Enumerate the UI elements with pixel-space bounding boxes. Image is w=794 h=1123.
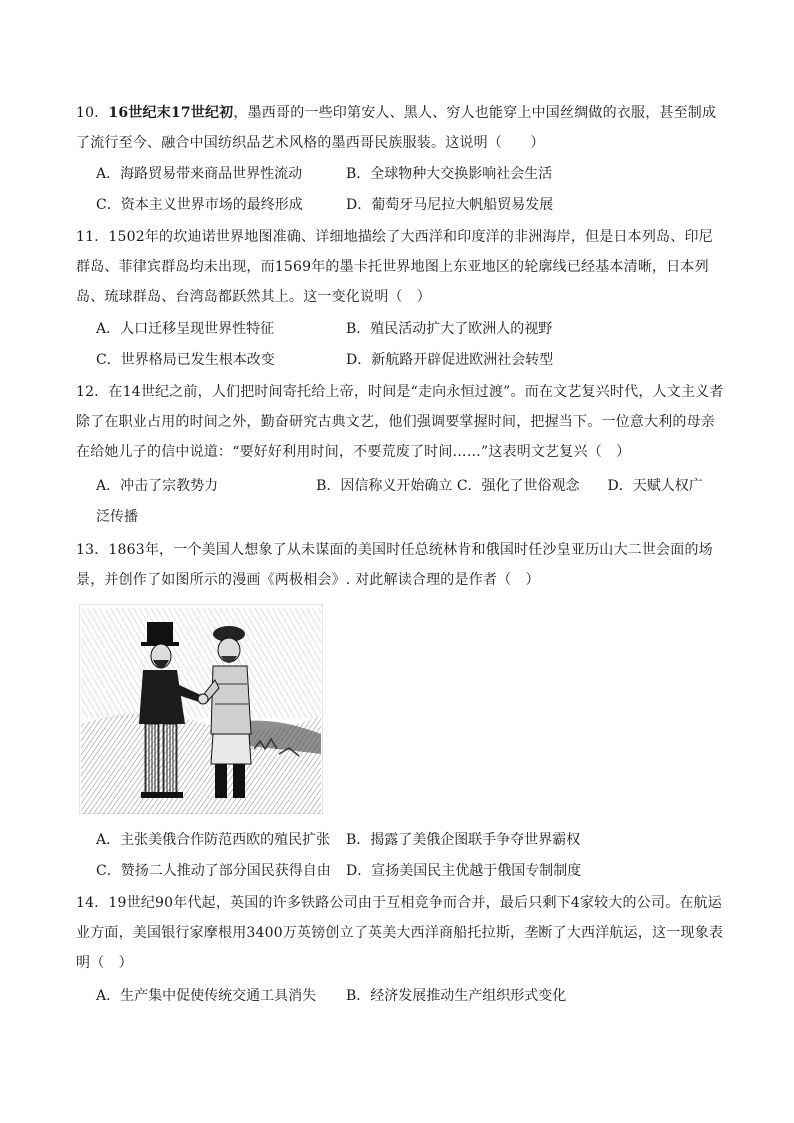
question-10 [76,98,726,158]
q11-option-d[interactable]: D．新航路开辟促进欧洲社会转型 [346,352,554,368]
q10-option-b[interactable]: B．全球物种大交换影响社会生活 [346,166,553,182]
question-10-number: 10． [76,105,109,121]
q13-option-c[interactable]: C．赞扬二人推动了部分国民获得自由 [96,863,331,879]
q11-option-b[interactable]: B．殖民活动扩大了欧洲人的视野 [346,321,553,337]
q14-option-a[interactable]: A．生产集中促使传统交通工具消失 [96,988,317,1004]
q14-option-b[interactable]: B．经济发展推动生产组织形式变化 [346,988,567,1004]
q12-options-continuation: 泛传播 [96,509,138,525]
q13-option-a[interactable]: A．主张美俄合作防范西欧的殖民扩张 [96,832,331,848]
q10-option-a[interactable]: A．海路贸易带来商品世界性流动 [96,166,303,182]
q12-options-line[interactable]: A．冲击了宗教势力 B．因信称义开始确立 C．强化了世俗观念 D．天赋人权广 [96,478,703,494]
cartoon-two-poles-meet [79,604,323,814]
q10-option-c[interactable]: C．资本主义世界市场的最终形成 [96,197,303,213]
question-11: 11．1502年的坎迪诺世界地图准确、详细地描绘了大西洋和印度洋的非洲海岸，但是日本列岛、印尼群岛、菲律宾群岛均未出现，而1569年的墨卡托世界地图上东亚地区的轮廓线已经基本清晰，日本列岛、琉球群岛、台湾岛都跃然其上。这一变化说明（ ） [76,229,713,305]
q13-option-d[interactable]: D．宣扬美国民主优越于俄国专制制度 [346,863,582,879]
question-12: 12．在14世纪之前，人们把时间寄托给上帝，时间是“走向永恒过渡”。而在文艺复兴时代，人文主义者除了在职业占用的时间之外，勤奋研究古典文艺，他们强调要掌握时间，把握当下。一位意大利的母亲在给她儿子的信中说道：“要好好利用时间，不要荒废了时间……”这表明文艺复兴（ ） [76,384,724,460]
question-13: 13．1863年，一个美国人想象了从未谋面的美国时任总统林肯和俄国时任沙皇亚历山大二世会面的场景，并创作了如图所示的漫画《两极相会》. 对此解读合理的是作者（ ） [76,542,713,588]
question-10-text: ，墨西哥的一些印第安人、黑人、穷人也能穿上中国丝绸做的衣服，甚至制成了流行至今、融合中国纺织品艺术风格的墨西哥民族服装。这说明（ ） [76,105,717,151]
question-14: 14．19世纪90年代起，英国的许多铁路公司由于互相竞争而合并，最后只剩下4家较大的公司。在航运业方面，美国银行家摩根用3400万英镑创立了英美大西洋商船托拉斯，垄断了大西洋航运，这一现象表明（ ） [76,895,724,971]
q13-option-b[interactable]: B．揭露了美俄企图联手争夺世界霸权 [346,832,581,848]
question-10-lead: 16世纪末17世纪初 [108,105,234,121]
q11-option-c[interactable]: C．世界格局已发生根本改变 [96,352,275,368]
q11-option-a[interactable]: A．人口迁移呈现世界性特征 [96,321,275,337]
q10-option-d[interactable]: D．葡萄牙马尼拉大帆船贸易发展 [346,197,554,213]
